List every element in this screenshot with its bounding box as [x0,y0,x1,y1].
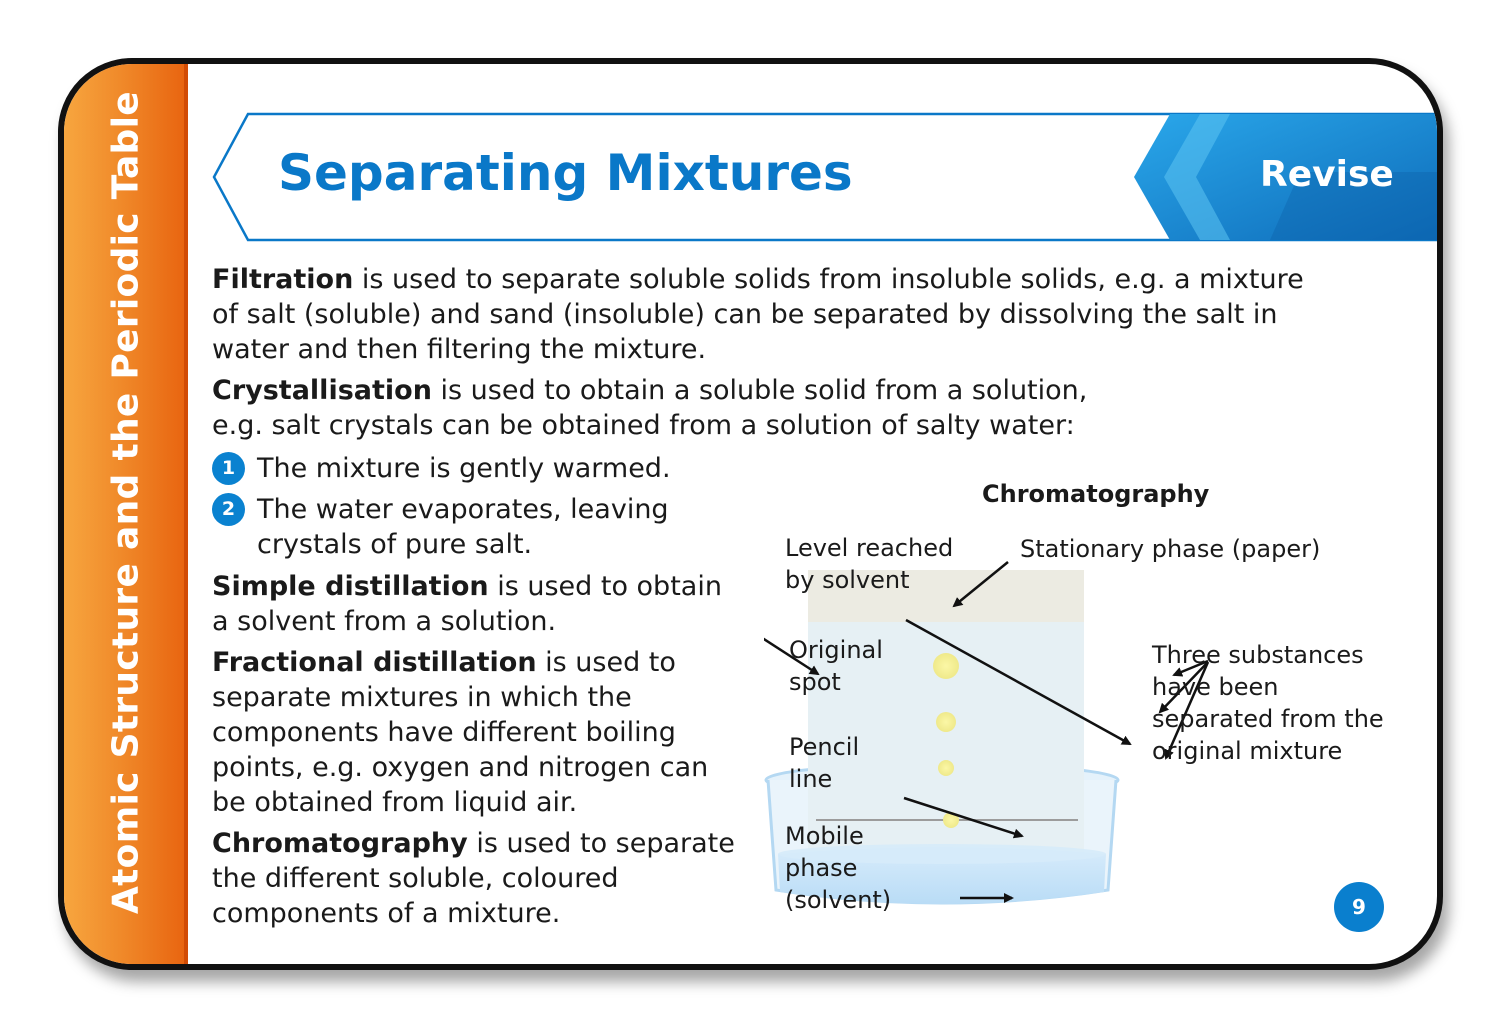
level-reached-label [785,532,953,596]
step-number-badge: 2 [212,493,245,526]
label-line: phase [785,854,858,882]
chromatography-line: the different soluble, coloured [212,863,619,894]
label-line: Mobile [785,822,864,850]
substance-spot [938,760,954,776]
step-item [212,451,671,486]
chromatography-paragraph [212,826,735,931]
mobile-phase-label [785,820,891,916]
crystallisation-paragraph [212,373,1087,443]
fractional-distillation-line: is used to [536,647,676,678]
filtration-paragraph [212,262,1304,367]
revise-tag: Revise [1260,154,1394,195]
filtration-line: of salt (soluble) and sand (insoluble) can be separated by dissolving the salt in [212,299,1278,330]
strip-divider [184,64,188,964]
simple-distillation-term: Simple distillation [212,571,489,602]
label-line: Three substances [1152,641,1364,669]
crystallisation-line: e.g. salt crystals can be obtained from a solution of salty water: [212,410,1075,441]
substance-spot [936,712,956,732]
label-line: Level reached [785,534,954,562]
stationary-phase-label: Stationary phase (paper) [1020,535,1321,563]
fractional-distillation-line: separate mixtures in which the [212,682,632,713]
fractional-distillation-line: points, e.g. oxygen and nitrogen can [212,752,709,783]
label-line: by solvent [785,566,910,594]
label-line: (solvent) [785,886,892,914]
revision-card [58,58,1443,970]
fractional-distillation-line: be obtained from liquid air. [212,787,578,818]
page-number-badge: 9 [1334,882,1384,932]
crystallisation-term: Crystallisation [212,375,432,406]
step-text: The mixture is gently warmed. [257,453,671,484]
step-number-badge: 1 [212,452,245,485]
crystallisation-steps [212,451,671,568]
original-spot-label [789,634,883,698]
diagram-title: Chromatography [982,480,1210,508]
section-strip [64,64,188,964]
simple-distillation-line: a solvent from a solution. [212,606,557,637]
filtration-line: is used to separate soluble solids from insoluble solids, e.g. a mixture [353,264,1304,295]
label-line: original mixture [1152,737,1343,765]
label-line: Pencil [789,733,860,761]
step-text: crystals of pure salt. [257,529,533,560]
label-line: have been [1152,673,1279,701]
crystallisation-line: is used to obtain a soluble solid from a solution, [431,375,1088,406]
three-substances-label [1152,639,1384,767]
filtration-line: water and then filtering the mixture. [212,334,707,365]
label-line: line [789,765,833,793]
pencil-line-label [789,731,859,795]
step-item [212,492,671,562]
label-line: spot [789,668,841,696]
chromatography-line: components of a mixture. [212,898,561,929]
label-line: Original [789,636,883,664]
label-line: separated from the [1152,705,1384,733]
fractional-distillation-paragraph [212,645,708,820]
simple-distillation-paragraph [212,569,722,639]
fractional-distillation-term: Fractional distillation [212,647,537,678]
section-title: Atomic Structure and the Periodic Table [105,91,147,914]
fractional-distillation-line: components have different boiling [212,717,676,748]
chromatography-line: is used to separate [467,828,735,859]
filtration-term: Filtration [212,264,354,295]
chromatography-term: Chromatography [212,828,468,859]
simple-distillation-line: is used to obtain [488,571,722,602]
substance-spot [933,653,959,679]
step-text: The water evaporates, leaving [257,494,669,525]
page-title: Separating Mixtures [278,144,853,202]
